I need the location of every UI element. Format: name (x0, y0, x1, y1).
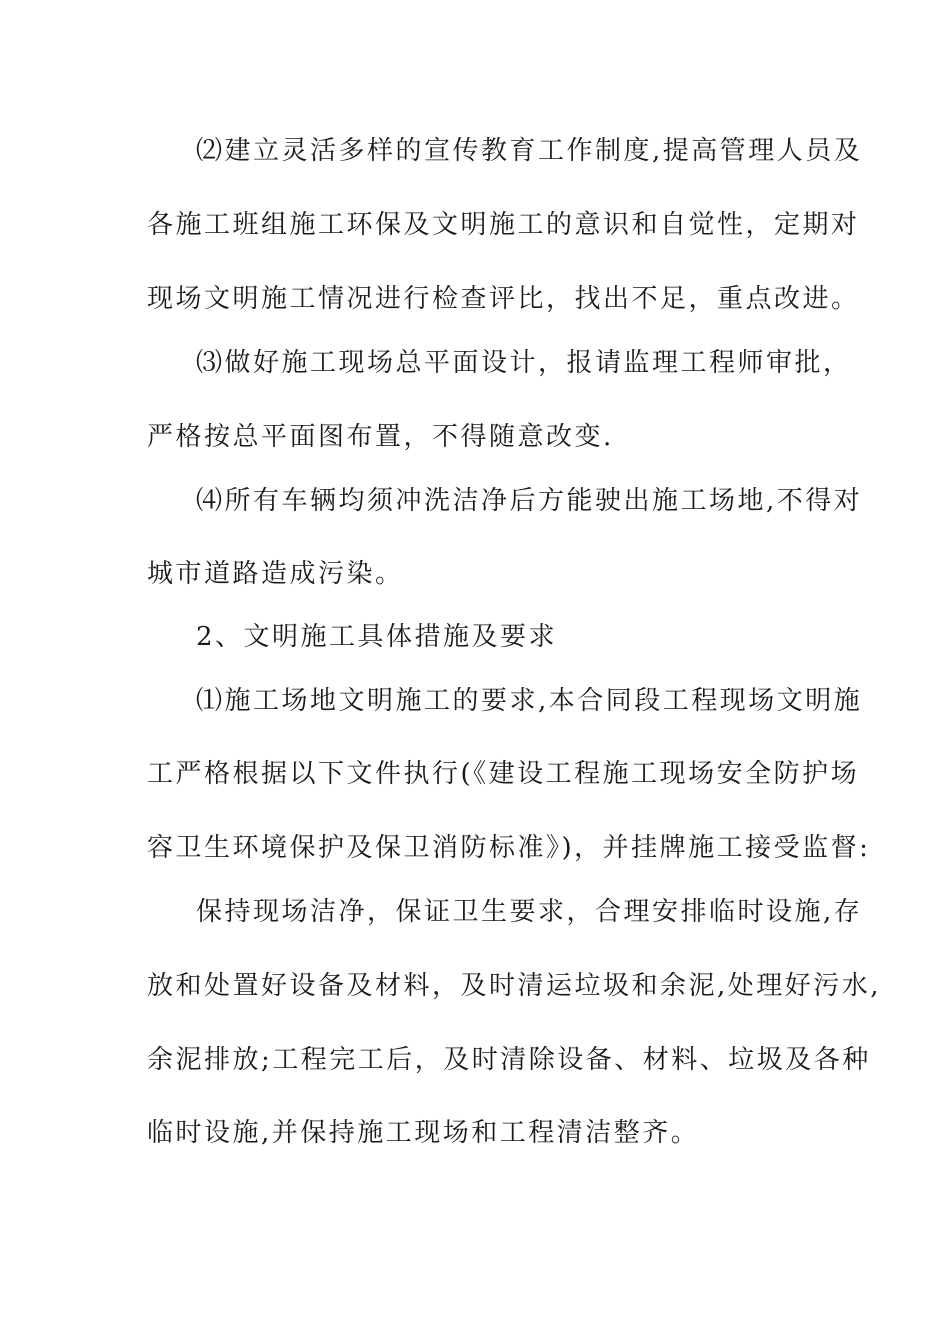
paragraph-6-line-2: 放和处置好设备及材料，及时清运垃圾和余泥,处理好污水, (147, 971, 882, 1001)
paragraph-3-line-2: 严格按总平面图布置，不得随意改变. (147, 422, 614, 452)
paragraph-5-line-3: 容卫生环境保护及保卫消防标准》)，并挂牌施工接受监督: (147, 833, 871, 863)
paragraph-4-line-1: ⑷所有车辆均须冲洗洁净后方能驶出施工场地,不得对 (196, 486, 863, 516)
section-heading: 2、文明施工具体措施及要求 (196, 622, 558, 652)
paragraph-2-line-2: 各施工班组施工环保及文明施工的意识和自觉性，定期对 (147, 210, 860, 240)
paragraph-4-line-2: 城市道路造成污染。 (147, 559, 404, 589)
paragraph-6-line-1: 保持现场洁净，保证卫生要求，合理安排临时设施,存 (196, 897, 863, 927)
paragraph-6-line-4: 临时设施,并保持施工现场和工程清洁整齐。 (147, 1118, 700, 1148)
paragraph-5-line-2: 工严格根据以下文件执行(《建设工程施工现场安全防护场 (147, 759, 860, 789)
paragraph-6-line-3: 余泥排放;工程完工后，及时清除设备、材料、垃圾及各种 (147, 1045, 871, 1075)
paragraph-2-line-3: 现场文明施工情况进行检查评比，找出不足，重点改进。 (147, 284, 860, 314)
paragraph-5-line-1: ⑴施工场地文明施工的要求,本合同段工程现场文明施 (196, 686, 863, 716)
paragraph-2-line-1: ⑵建立灵活多样的宣传教育工作制度,提高管理人员及 (196, 136, 863, 166)
paragraph-3-line-1: ⑶做好施工现场总平面设计，报请监理工程师审批， (196, 348, 852, 378)
